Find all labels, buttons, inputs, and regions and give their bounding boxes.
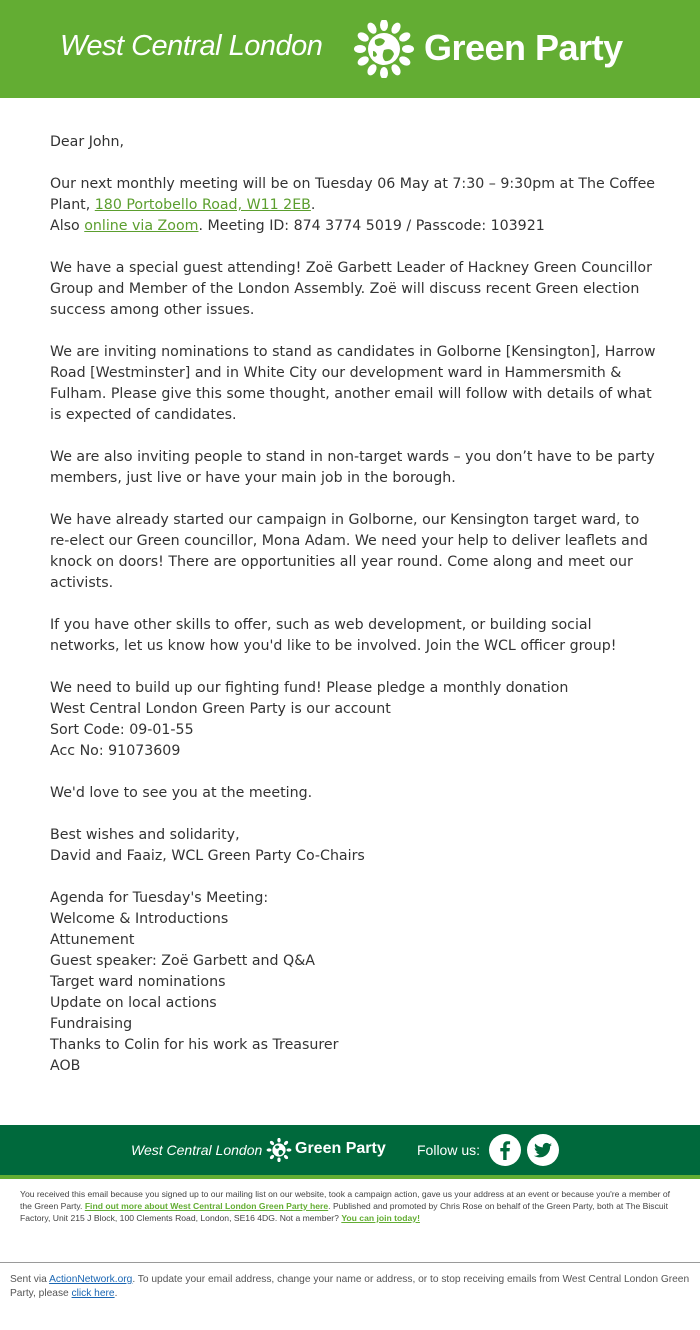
- join-today-link[interactable]: You can join today!: [341, 1213, 420, 1223]
- agenda-item: Target ward nominations: [50, 974, 226, 990]
- sent-via-end: .: [114, 1288, 118, 1299]
- footer-stripe: [0, 1175, 700, 1179]
- divider: [0, 1262, 700, 1263]
- agenda-item: Welcome & Introductions: [50, 911, 229, 927]
- agenda-item: Attunement: [50, 932, 135, 948]
- agenda-title: Agenda for Tuesday's Meeting:: [50, 890, 269, 906]
- non-target-paragraph: We are also inviting people to stand in non-target wards – you don’t have to be party members, just live or have your main job in the borough.: [50, 449, 655, 486]
- meeting-line1-text: Our next monthly meeting will be on Tuesday 06 May at 7:30 – 9:30pm at The Coffee Plant,: [50, 176, 656, 213]
- sort-code-line: Sort Code: 09-01-55: [50, 722, 194, 738]
- campaign-paragraph: We have already started our campaign in Golborne, our Kensington target ward, to re-elect our Green councillor, Mona Adam. We need your help to deliver leaflets and knock on doors! There are opportunities all year round. Come along and meet our activists.: [50, 512, 648, 591]
- guest-paragraph: We have a special guest attending! Zoë Garbett Leader of Hackney Green Councillor Group and Member of the London Assembly. Zoë will discuss recent Green election success among other issues.: [50, 260, 652, 318]
- signoff-line: Best wishes and solidarity,: [50, 827, 240, 843]
- footer-west-central-london-text: West Central London: [131, 1142, 263, 1158]
- twitter-icon[interactable]: [527, 1134, 559, 1166]
- zoom-link[interactable]: online via Zoom: [84, 218, 199, 234]
- click-here-link[interactable]: click here: [71, 1288, 115, 1299]
- meeting-paragraph: [50, 174, 660, 237]
- follow-us-label: Follow us:: [417, 1142, 481, 1158]
- greeting: Dear John,: [50, 134, 125, 150]
- sunflower-globe-icon: [351, 20, 417, 78]
- footer-sunflower-icon: [265, 1138, 293, 1162]
- legal-notice: [20, 1188, 680, 1224]
- agenda-item: Guest speaker: Zoë Garbett and Q&A: [50, 953, 315, 969]
- email-header-banner: [0, 0, 700, 98]
- agenda-item: Thanks to Colin for his work as Treasurer: [50, 1037, 339, 1053]
- agenda-item: AOB: [50, 1058, 81, 1074]
- meeting-id-text: . Meeting ID: 874 3774 5019 / Passcode: 103921: [198, 218, 545, 234]
- header-green-party-text: Green Party: [424, 27, 623, 68]
- legal-text: You received this email because you signed up to our mailing list on our website, took a campaign action, gave us your address at an event or because you're a member of the Green Party.: [20, 1189, 671, 1211]
- fund-paragraph: [50, 678, 660, 762]
- nominations-paragraph: We are inviting nominations to stand as candidates in Golborne [Kensington], Harrow Road [Westminster] and in White City our development ward in Hammersmith & Fulham. Please give this some thought, another email will follow with details of what is expected of candidates.: [50, 344, 656, 423]
- footer-green-party-text: Green Party: [295, 1140, 386, 1157]
- account-number-line: Acc No: 91073609: [50, 743, 181, 759]
- footer-banner: [0, 1125, 700, 1175]
- agenda: [50, 888, 660, 1077]
- actionnetwork-link[interactable]: ActionNetwork.org: [49, 1274, 133, 1285]
- signature-line: David and Faaiz, WCL Green Party Co-Chairs: [50, 848, 365, 864]
- address-link[interactable]: 180 Portobello Road, W11 2EB: [94, 197, 311, 213]
- email-body: [50, 132, 660, 1098]
- facebook-icon[interactable]: [489, 1134, 521, 1166]
- fund-line: We need to build up our fighting fund! Please pledge a monthly donation: [50, 680, 569, 696]
- legal-text-promoted: . Published and promoted by Chris Rose on behalf of the Green Party, both at The Biscuit Factory, Unit 215 J Block, 100 Clements Road, London, SE16 4DG. Not a member?: [20, 1201, 668, 1223]
- header-west-central-london-text: West Central London: [60, 30, 323, 62]
- see-you-paragraph: We'd love to see you at the meeting.: [50, 785, 313, 801]
- agenda-item: Fundraising: [50, 1016, 133, 1032]
- meeting-line2-text: Also: [50, 218, 85, 234]
- sent-via-notice: [10, 1273, 690, 1301]
- sent-via-text: Sent via: [10, 1274, 50, 1285]
- agenda-item: Update on local actions: [50, 995, 217, 1011]
- about-party-link[interactable]: Find out more about West Central London Green Party here: [84, 1201, 329, 1211]
- skills-paragraph: If you have other skills to offer, such as web development, or building social networks, let us know how you'd like to be involved. Join the WCL officer group!: [50, 617, 617, 654]
- account-name-line: West Central London Green Party is our account: [50, 701, 391, 717]
- meeting-line1-end: .: [310, 197, 316, 213]
- sent-via-update-text: . To update your email address, change your name or address, or to stop receiving emails from West Central London Green Party, please: [10, 1274, 690, 1299]
- signoff-paragraph: [50, 825, 660, 867]
